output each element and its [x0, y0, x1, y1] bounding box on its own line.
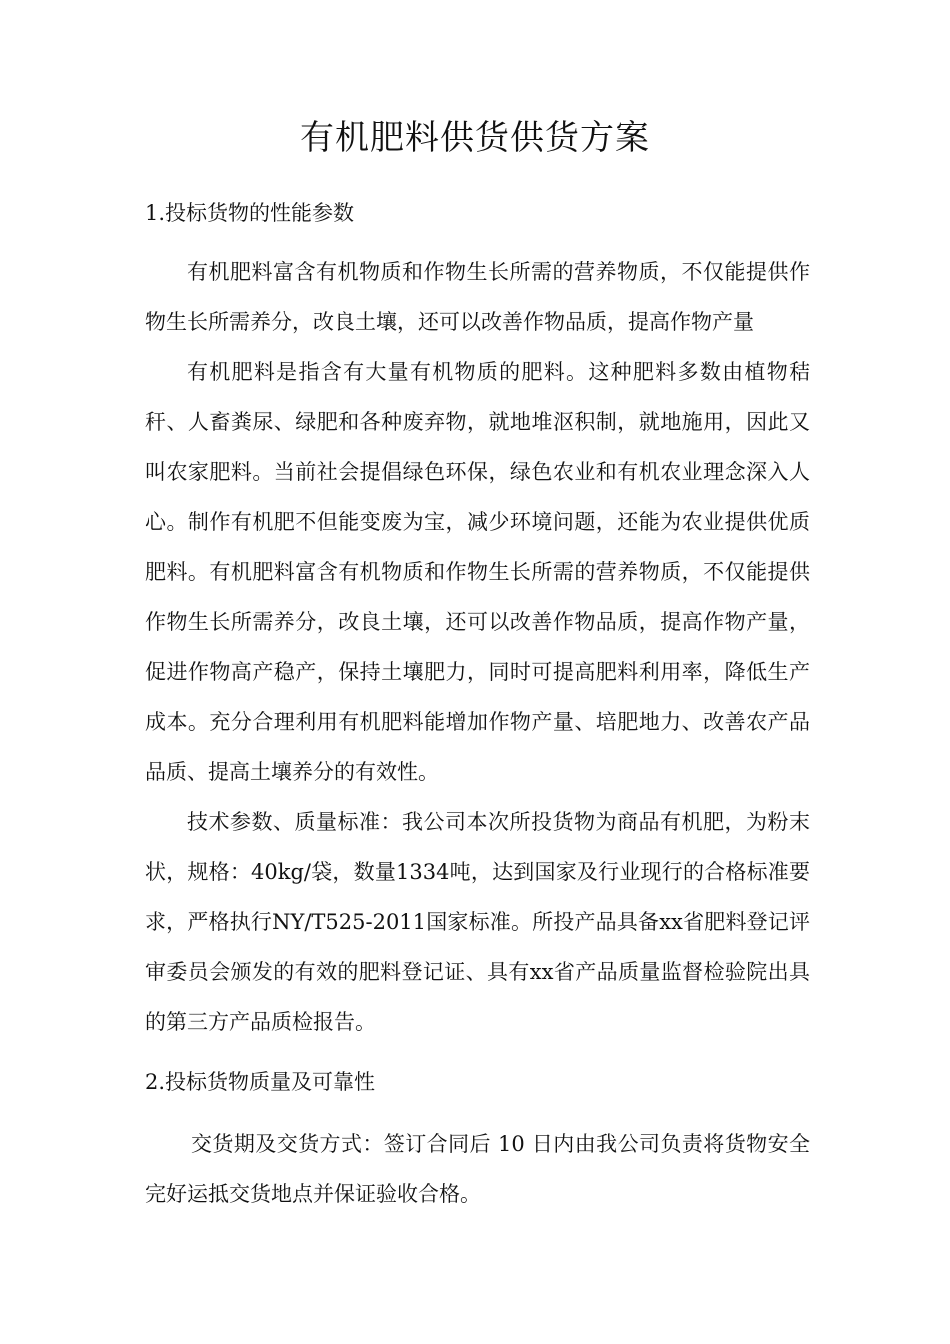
document-title: 有机肥料供货供货方案 — [300, 118, 650, 158]
paragraph-technical-parameters: 技术参数、质量标准：我公司本次所投货物为商品有机肥，为粉末状，规格：40kg/袋，数量1334吨，达到国家及行业现行的合格标准要求，严格执行NY/T525-2011国家标准。所投产品具备xx省肥料登记评审委员会颁发的有效的肥料登记证、具有xx省产品质量监督检验院出具的第三方产品质检报告。 — [145, 810, 810, 1034]
paragraph-delivery: 交货期及交货方式：签订合同后 10 日内由我公司负责将货物安全完好运抵交货地点并保证验收合格。 — [145, 1132, 810, 1206]
paragraph-intro: 有机肥料富含有机物质和作物生长所需的营养物质，不仅能提供作物生长所需养分，改良土壤，还可以改善作物品质，提高作物产量 — [145, 260, 810, 334]
section-heading-quality: 2.投标货物质量及可靠性 — [145, 1070, 376, 1094]
paragraph-definition: 有机肥料是指含有大量有机物质的肥料。这种肥料多数由植物秸秆、人畜粪尿、绿肥和各种废弃物，就地堆沤积制，就地施用，因此又叫农家肥料。当前社会提倡绿色环保，绿色农业和有机农业理念深入人心。制作有机肥不但能变废为宝，减少环境问题，还能为农业提供优质肥料。有机肥料富含有机物质和作物生长所需的营养物质，不仅能提供作物生长所需养分，改良土壤，还可以改善作物品质，提高作物产量，促进作物高产稳产，保持土壤肥力，同时可提高肥料利用率，降低生产成本。充分合理利用有机肥料能增加作物产量、培肥地力、改善农产品品质、提高土壤养分的有效性。 — [145, 360, 810, 784]
section-heading-performance: 1.投标货物的性能参数 — [145, 201, 355, 225]
